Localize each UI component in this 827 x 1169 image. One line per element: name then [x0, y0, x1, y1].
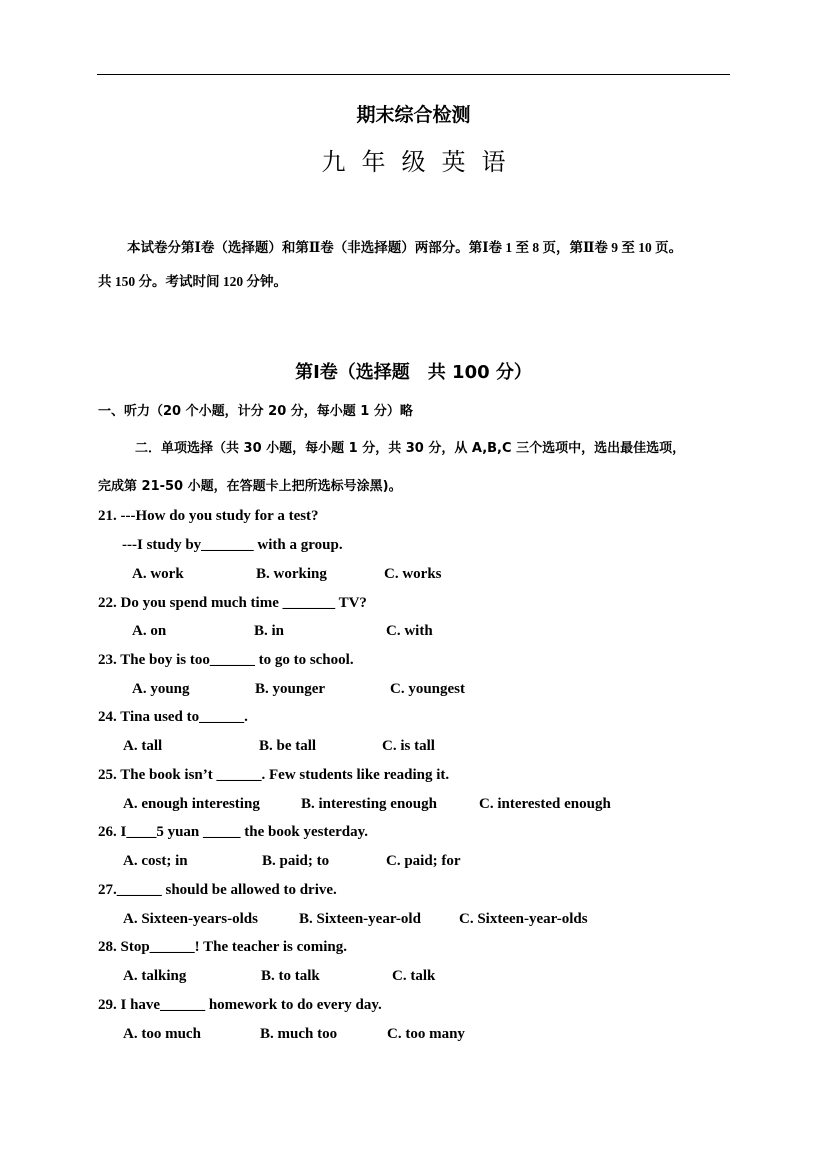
part-choice-line-1: 二．单项选择（共 30 小题，每小题 1 分，共 30 分，从 A,B,C 三个选项中，选出最佳选项， — [135, 441, 686, 456]
part-choice-line-2: 完成第 21-50 小题，在答题卡上把所选标号涂黑)。 — [98, 479, 402, 494]
question-stem: 25. The book isn’t ______. Few students like reading it. — [98, 767, 450, 783]
option-c: C. too many — [387, 1026, 465, 1042]
option-a: A. tall — [123, 738, 163, 754]
option-b: B. Sixteen-year-old — [299, 911, 421, 927]
option-c: C. with — [386, 623, 433, 639]
option-c: C. paid; for — [386, 853, 461, 869]
option-a: A. cost; in — [123, 853, 188, 869]
option-c: C. is tall — [382, 738, 435, 754]
question-stem: 29. I have______ homework to do every day. — [98, 997, 382, 1013]
option-c: C. talk — [392, 968, 436, 984]
option-b: B. in — [254, 623, 285, 639]
option-b: B. to talk — [261, 968, 320, 984]
option-c: C. youngest — [390, 681, 466, 697]
option-a: A. enough interesting — [123, 796, 260, 812]
option-a: A. Sixteen-years-olds — [123, 911, 258, 927]
option-c: C. Sixteen-year-olds — [459, 911, 588, 927]
option-c: C. works — [384, 566, 442, 582]
exam-subject: 九年级英语 — [321, 148, 522, 176]
option-a: A. talking — [123, 968, 187, 984]
question-stem: 24. Tina used to______. — [98, 709, 248, 725]
part-listening: 一、听力（20 个小题，计分 20 分，每小题 1 分）略 — [98, 404, 413, 419]
question-stem: 21. ---How do you study for a test? — [98, 508, 319, 524]
question-stem: 27.______ should be allowed to drive. — [98, 882, 337, 898]
section-heading: 第Ⅰ卷（选择题 共 100 分） — [295, 362, 532, 383]
question-stem: 26. I____5 yuan _____ the book yesterday. — [98, 824, 369, 840]
option-a: A. young — [132, 681, 190, 697]
header-rule — [97, 74, 730, 75]
option-b: B. interesting enough — [301, 796, 437, 812]
option-b: B. much too — [260, 1026, 338, 1042]
option-b: B. younger — [255, 681, 326, 697]
question-stem: 23. The boy is too______ to go to school. — [98, 652, 354, 668]
option-a: A. too much — [123, 1026, 201, 1042]
option-b: B. paid; to — [262, 853, 330, 869]
option-a: A. work — [132, 566, 184, 582]
question-stem: 22. Do you spend much time _______ TV? — [98, 595, 367, 611]
option-b: B. be tall — [259, 738, 317, 754]
intro-line-2: 共 150 分。考试时间 120 分钟。 — [98, 274, 287, 289]
intro-line-1: 本试卷分第Ⅰ卷（选择题）和第Ⅱ卷（非选择题）两部分。第Ⅰ卷 1 至 8 页，第Ⅱ卷 9 至 10 页。 — [127, 240, 683, 255]
exam-title: 期末综合检测 — [356, 104, 471, 126]
option-c: C. interested enough — [479, 796, 611, 812]
question-stem: 28. Stop______! The teacher is coming. — [98, 939, 348, 955]
option-a: A. on — [132, 623, 167, 639]
question-stem-reply: ---I study by_______ with a group. — [122, 537, 343, 553]
option-b: B. working — [256, 566, 327, 582]
